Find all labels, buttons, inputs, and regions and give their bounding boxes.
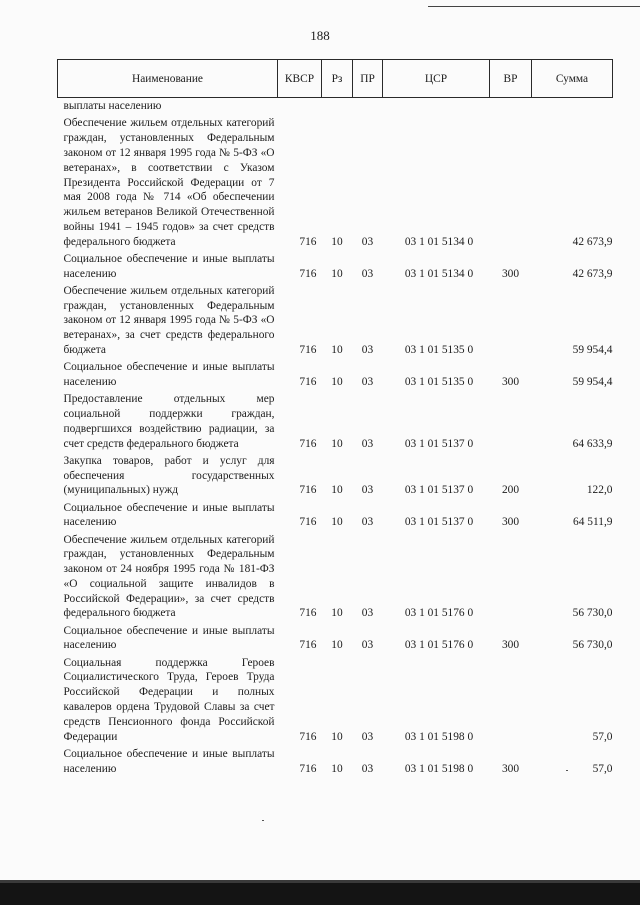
row-kvsr: 716: [299, 639, 317, 652]
row-pr: 03: [361, 607, 374, 620]
scan-speck: [566, 770, 568, 771]
row-csr: 03 1 01 5198 0: [404, 730, 474, 743]
table-row: [58, 115, 613, 251]
row-pr: 03: [361, 516, 374, 529]
row-pr: 03: [361, 376, 374, 389]
row-rz: 10: [331, 235, 343, 248]
row-sum: 59 954,4: [572, 376, 613, 389]
row-rz: 10: [331, 267, 343, 280]
scan-top-line: [428, 6, 640, 7]
row-vr: 300: [501, 516, 520, 529]
table-row: [58, 746, 613, 778]
row-pr: 03: [361, 267, 374, 280]
row-kvsr: 716: [299, 516, 317, 529]
row-csr: 03 1 01 5198 0: [404, 762, 474, 775]
row-sum: 64 511,9: [573, 516, 613, 529]
header-sum: Сумма: [532, 60, 613, 98]
header-rz: Рз: [322, 60, 353, 98]
row-csr: 03 1 01 5137 0: [404, 437, 474, 450]
header-csr: ЦСР: [383, 60, 490, 98]
table-row: [58, 453, 613, 500]
table-row: [58, 359, 613, 391]
row-vr: [490, 391, 532, 453]
row-csr: 03 1 01 5135 0: [404, 344, 474, 357]
row-vr: 300: [501, 639, 520, 652]
row-pr: 03: [361, 437, 374, 450]
row-vr: [490, 654, 532, 745]
row-vr: 300: [501, 762, 520, 775]
row-vr: [490, 115, 532, 251]
row-pr: [353, 98, 383, 116]
header-pr: ПР: [353, 60, 383, 98]
row-pr: 03: [361, 344, 374, 357]
row-rz: 10: [331, 484, 343, 497]
row-name: Предоставление отдельных мер социальной поддержки граждан, подвергшихся воздействию радиации, за счет средств федерального бюджета: [63, 393, 275, 450]
row-sum: 42 673,9: [572, 267, 613, 280]
budget-table: [57, 59, 613, 778]
row-csr: [383, 98, 490, 116]
header-vr: ВР: [490, 60, 532, 98]
row-name: Социальная поддержка Героев Социалистического Труда, Героев Труда Российской Федерации и полных кавалеров ордена Трудовой Славы за счет средств Пенсионного фонда Российской Федерации: [63, 656, 275, 743]
row-csr: 03 1 01 5134 0: [404, 235, 474, 248]
table-body: [58, 98, 613, 778]
row-csr: 03 1 01 5137 0: [404, 484, 474, 497]
row-pr: 03: [361, 730, 374, 743]
row-pr: 03: [361, 484, 374, 497]
row-name: Социальное обеспечение и иные выплаты населению: [63, 361, 275, 389]
row-sum: 122,0: [586, 484, 613, 497]
row-name: выплаты населению: [63, 100, 162, 113]
row-rz: 10: [331, 639, 343, 652]
row-sum: 57,0: [592, 762, 613, 775]
row-kvsr: 716: [299, 484, 317, 497]
row-sum: 56 730,0: [572, 639, 613, 652]
header-name: Наименование: [58, 60, 278, 98]
row-csr: 03 1 01 5137 0: [404, 516, 474, 529]
row-name: Социальное обеспечение и иные выплаты населению: [63, 252, 275, 280]
row-rz: 10: [331, 376, 343, 389]
table-row: [58, 98, 613, 116]
row-kvsr: 716: [299, 607, 317, 620]
row-name: Социальное обеспечение и иные выплаты населению: [63, 624, 275, 652]
row-vr: [490, 531, 532, 622]
row-vr: [490, 283, 532, 359]
row-sum: 56 730,0: [572, 607, 613, 620]
row-kvsr: 716: [299, 762, 317, 775]
row-csr: 03 1 01 5135 0: [404, 376, 474, 389]
row-sum: 59 954,4: [572, 344, 613, 357]
row-rz: 10: [331, 344, 343, 357]
row-kvsr: 716: [299, 730, 317, 743]
row-pr: 03: [361, 235, 374, 248]
row-rz: 10: [331, 516, 343, 529]
table-header-row: [58, 60, 613, 98]
row-sum: 42 673,9: [572, 235, 613, 248]
row-sum: 57,0: [592, 730, 613, 743]
row-kvsr: 716: [299, 267, 317, 280]
row-kvsr: 716: [299, 344, 317, 357]
row-rz: 10: [331, 437, 343, 450]
row-name: Социальное обеспечение и иные выплаты населению: [63, 747, 275, 775]
row-rz: 10: [331, 762, 343, 775]
row-name: Социальное обеспечение и иные выплаты населению: [63, 501, 275, 529]
row-kvsr: 716: [299, 376, 317, 389]
row-vr: 300: [501, 267, 520, 280]
table-row: [58, 654, 613, 745]
row-kvsr: 716: [299, 235, 317, 248]
row-rz: 10: [331, 730, 343, 743]
row-sum: [532, 98, 613, 116]
row-kvsr: [278, 98, 322, 116]
row-csr: 03 1 01 5134 0: [404, 267, 474, 280]
row-pr: 03: [361, 762, 374, 775]
row-csr: 03 1 01 5176 0: [404, 639, 474, 652]
row-name: Обеспечение жильем отдельных категорий граждан, установленных Федеральным законом от 12 января 1995 года № 5-ФЗ «О ветеранах», в соответствии с Указом Президента Российской Федерации от 7 мая 2008 года № 714 «Об обеспечении жильем ветеранов Великой Отечественной войны 1941 – 1945 годов» за счет средств федерального бюджета: [63, 117, 275, 248]
row-pr: 03: [361, 639, 374, 652]
table-row: [58, 391, 613, 453]
row-name: Обеспечение жильем отдельных категорий граждан, установленных Федеральным законом от 12 января 1995 года № 5-ФЗ «О ветеранах», за счет средств федерального бюджета: [63, 284, 275, 357]
row-vr: 300: [501, 376, 520, 389]
row-name: Закупка товаров, работ и услуг для обеспечения государственных (муниципальных) нужд: [63, 454, 275, 497]
row-rz: 10: [331, 607, 343, 620]
table-row: [58, 283, 613, 359]
table-row: [58, 499, 613, 531]
row-csr: 03 1 01 5176 0: [404, 607, 474, 620]
table-row: [58, 251, 613, 283]
scan-speck: [262, 820, 264, 821]
scan-bottom-edge: [0, 880, 640, 905]
row-rz: [322, 98, 353, 116]
row-sum: 64 633,9: [572, 437, 613, 450]
table-row: [58, 622, 613, 654]
row-name: Обеспечение жильем отдельных категорий граждан, установленных Федеральным законом от 24 ноября 1995 года № 181-ФЗ «О социальной защите инвалидов в Российской Федерации», за счет средств федерального бюджета: [63, 533, 275, 620]
row-kvsr: 716: [299, 437, 317, 450]
page-number: 188: [310, 28, 330, 43]
header-kvsr: КВСР: [278, 60, 322, 98]
row-vr: 200: [501, 484, 520, 497]
table-row: [58, 531, 613, 622]
row-vr: [490, 98, 532, 116]
